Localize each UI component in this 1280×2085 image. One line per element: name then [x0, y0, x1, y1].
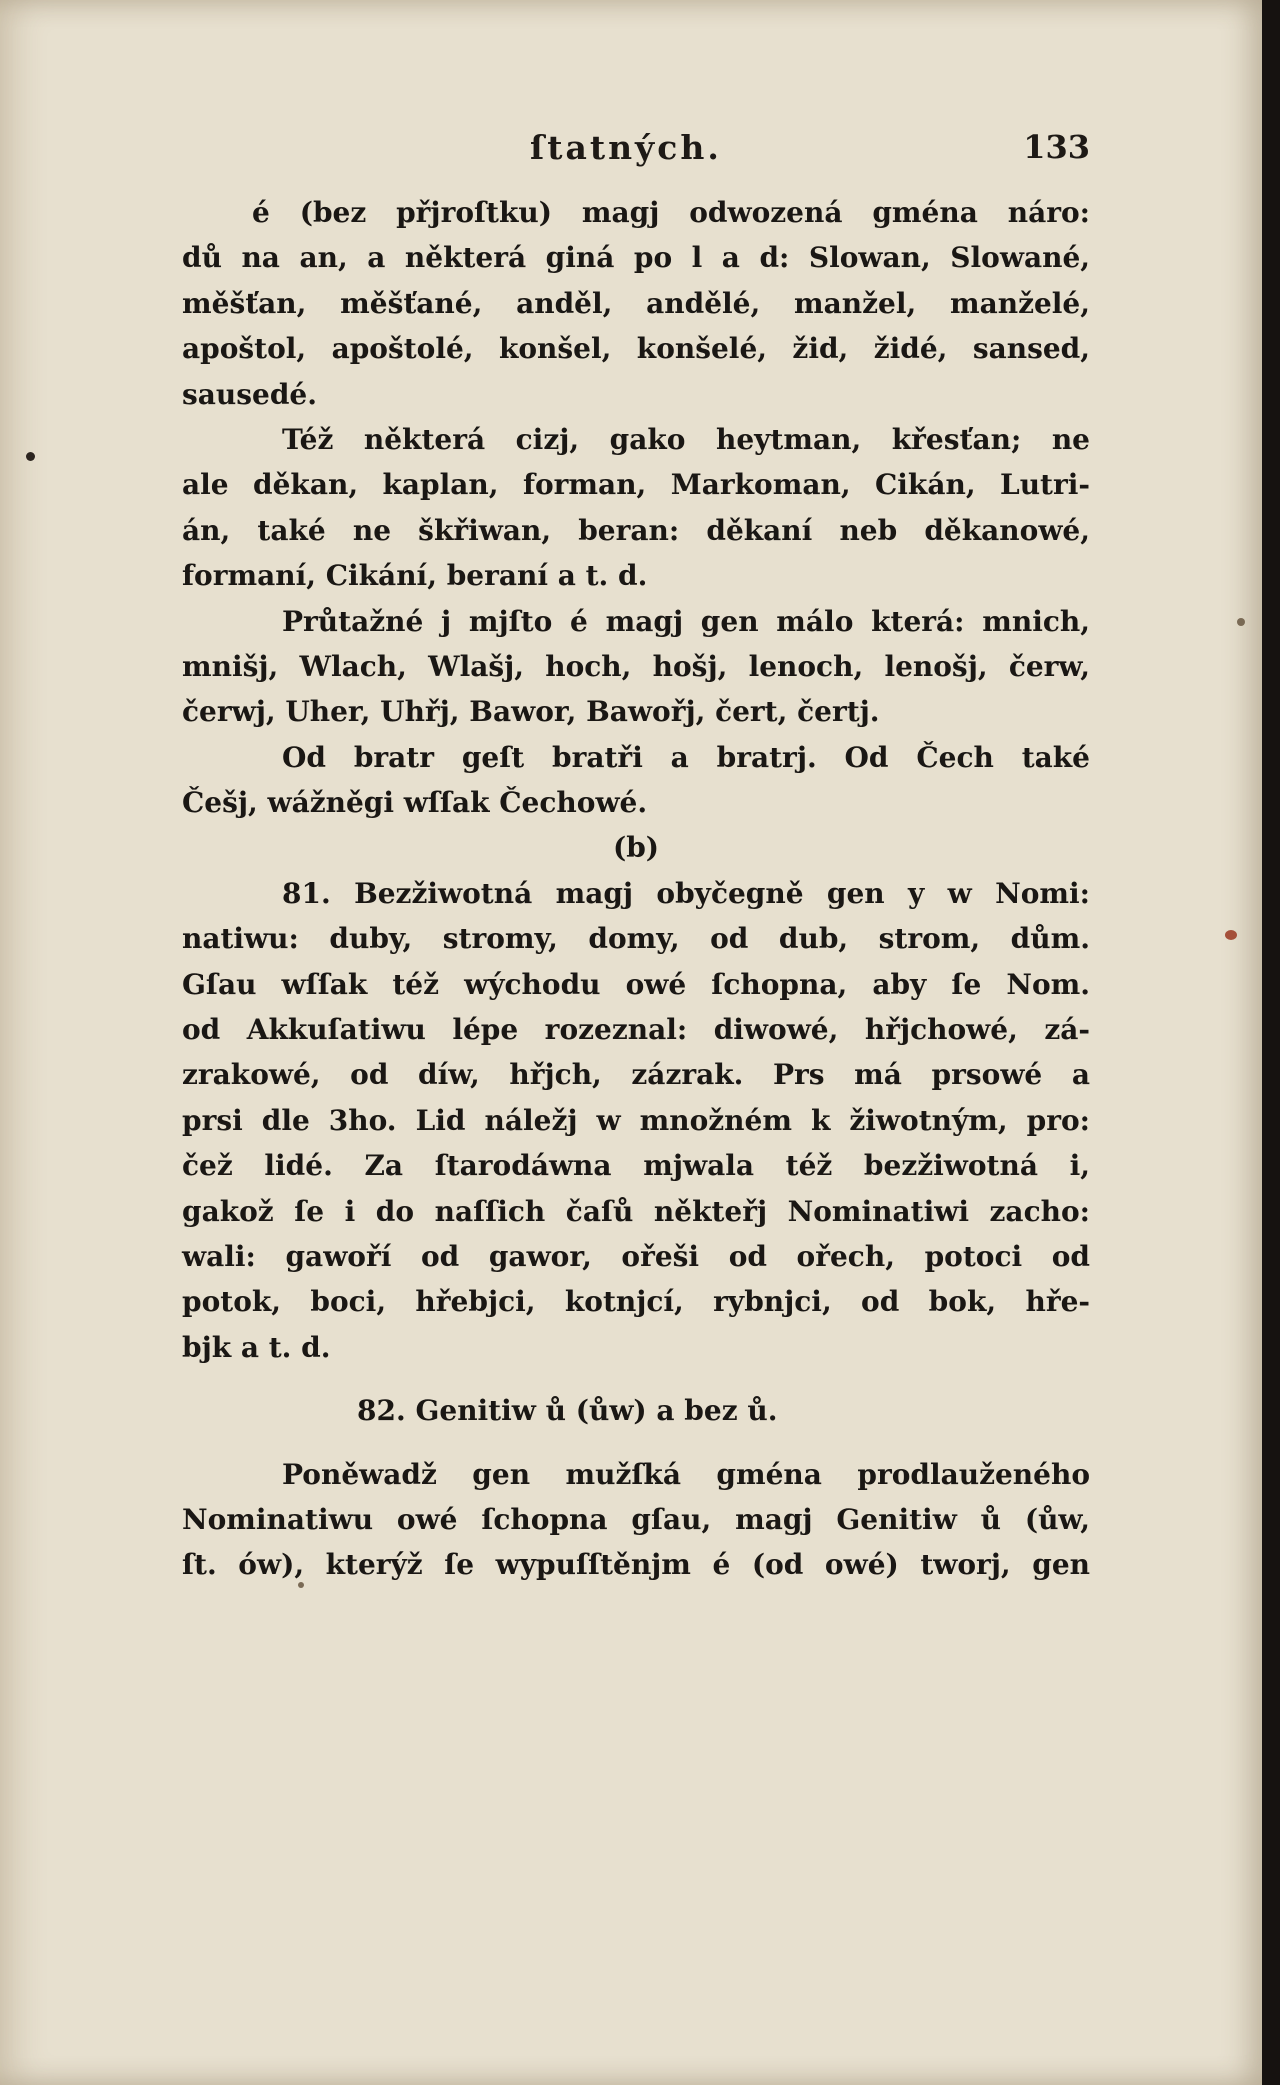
paragraph	[182, 417, 1090, 599]
text-line: mnišj, Wlach, Wlašj, hoch, hošj, lenoch, lenošj, čerw,	[182, 649, 1090, 683]
paragraph	[182, 1452, 1090, 1588]
text-line: ale děkan, kaplan, forman, Markoman, Cikán, Lutri-	[182, 468, 1090, 502]
text-line: prsi dle 3ho. Lid náležj w množném k žiwotným, pro:	[182, 1103, 1090, 1137]
paper-speck	[298, 1582, 304, 1588]
text-line: ſt. ów), kterýž ſe wypuſſtěnjm é (od owé) tworj, gen	[182, 1548, 1090, 1582]
paragraph	[182, 190, 1090, 417]
text-line: Gſau wſſak též wýchodu owé ſchopna, aby ſe Nom.	[182, 967, 1090, 1001]
text-line: wali: gawoří od gawor, ořeši od ořech, potoci od	[182, 1239, 1090, 1273]
subsection-marker: (b)	[612, 831, 660, 865]
text-line: án, také ne škřiwan, beran: děkaní neb děkanowé,	[182, 513, 1090, 547]
text-line: 81. Bezžiwotná magj obyčegně gen y w Nomi:	[282, 876, 1090, 910]
page-header	[182, 128, 1090, 174]
text-line: natiwu: duby, stromy, domy, od dub, strom, dům.	[182, 922, 1090, 956]
paragraph	[182, 599, 1090, 735]
body-text	[182, 190, 1090, 1588]
text-line: sausedé.	[182, 377, 317, 411]
running-head: ſtatných.	[530, 128, 722, 167]
binding-edge	[1262, 0, 1280, 2085]
paper-speck	[1237, 618, 1245, 626]
text-line: Průtažné j mjſto é magj gen málo která: mnich,	[282, 604, 1090, 638]
page-number: 133	[1023, 128, 1090, 166]
section-gap	[182, 1370, 1090, 1388]
text-line: Poněwadž gen mužſká gména prodlauženého	[282, 1457, 1090, 1491]
text-line: Češj, wážněgi wſſak Čechowé.	[182, 786, 648, 820]
paper-speck	[1225, 930, 1237, 940]
text-line: gakož ſe i do naſſich čaſů někteřj Nominatiwi zacho:	[182, 1194, 1090, 1228]
paragraph	[182, 871, 1090, 1370]
text-line: dů na an, a některá giná po l a d: Slowan, Slowané,	[182, 241, 1090, 275]
text-line: měšťan, měšťané, anděl, andělé, manžel, manželé,	[182, 286, 1090, 320]
text-line: apoštol, apoštolé, konšel, konšelé, žid, židé, sansed,	[182, 332, 1090, 366]
section-gap	[182, 1434, 1090, 1452]
text-line: od Akkuſatiwu lépe rozeznal: diwowé, hřjchowé, zá-	[182, 1013, 1090, 1047]
text-line: é (bez přjroſtku) magj odwozená gména náro:	[252, 196, 1090, 229]
text-line: čerwj, Uher, Uhřj, Bawor, Bawořj, čert, čertj.	[182, 695, 880, 729]
text-line: čež lidé. Za ſtarodáwna mjwala též bezžiwotná i,	[182, 1149, 1090, 1183]
text-line: zrakowé, od díw, hřjch, zázrak. Prs má prsowé a	[182, 1058, 1090, 1092]
text-line: potok, boci, hřebjci, kotnjcí, rybnjci, od bok, hře-	[182, 1285, 1090, 1319]
text-line: Též některá cizj, gako heytman, křesťan; ne	[282, 422, 1090, 456]
paper-speck	[26, 452, 35, 461]
section-heading: 82. Genitiw ů (ůw) a bez ů.	[357, 1394, 778, 1428]
text-line: bjk a t. d.	[182, 1330, 331, 1364]
text-line: Od bratr geſt bratři a bratrj. Od Čech také	[282, 740, 1090, 774]
paragraph	[182, 735, 1090, 826]
text-line: Nominatiwu owé ſchopna gſau, magj Genitiw ů (ůw,	[182, 1502, 1090, 1536]
text-line: formaní, Cikání, beraní a t. d.	[182, 559, 648, 593]
